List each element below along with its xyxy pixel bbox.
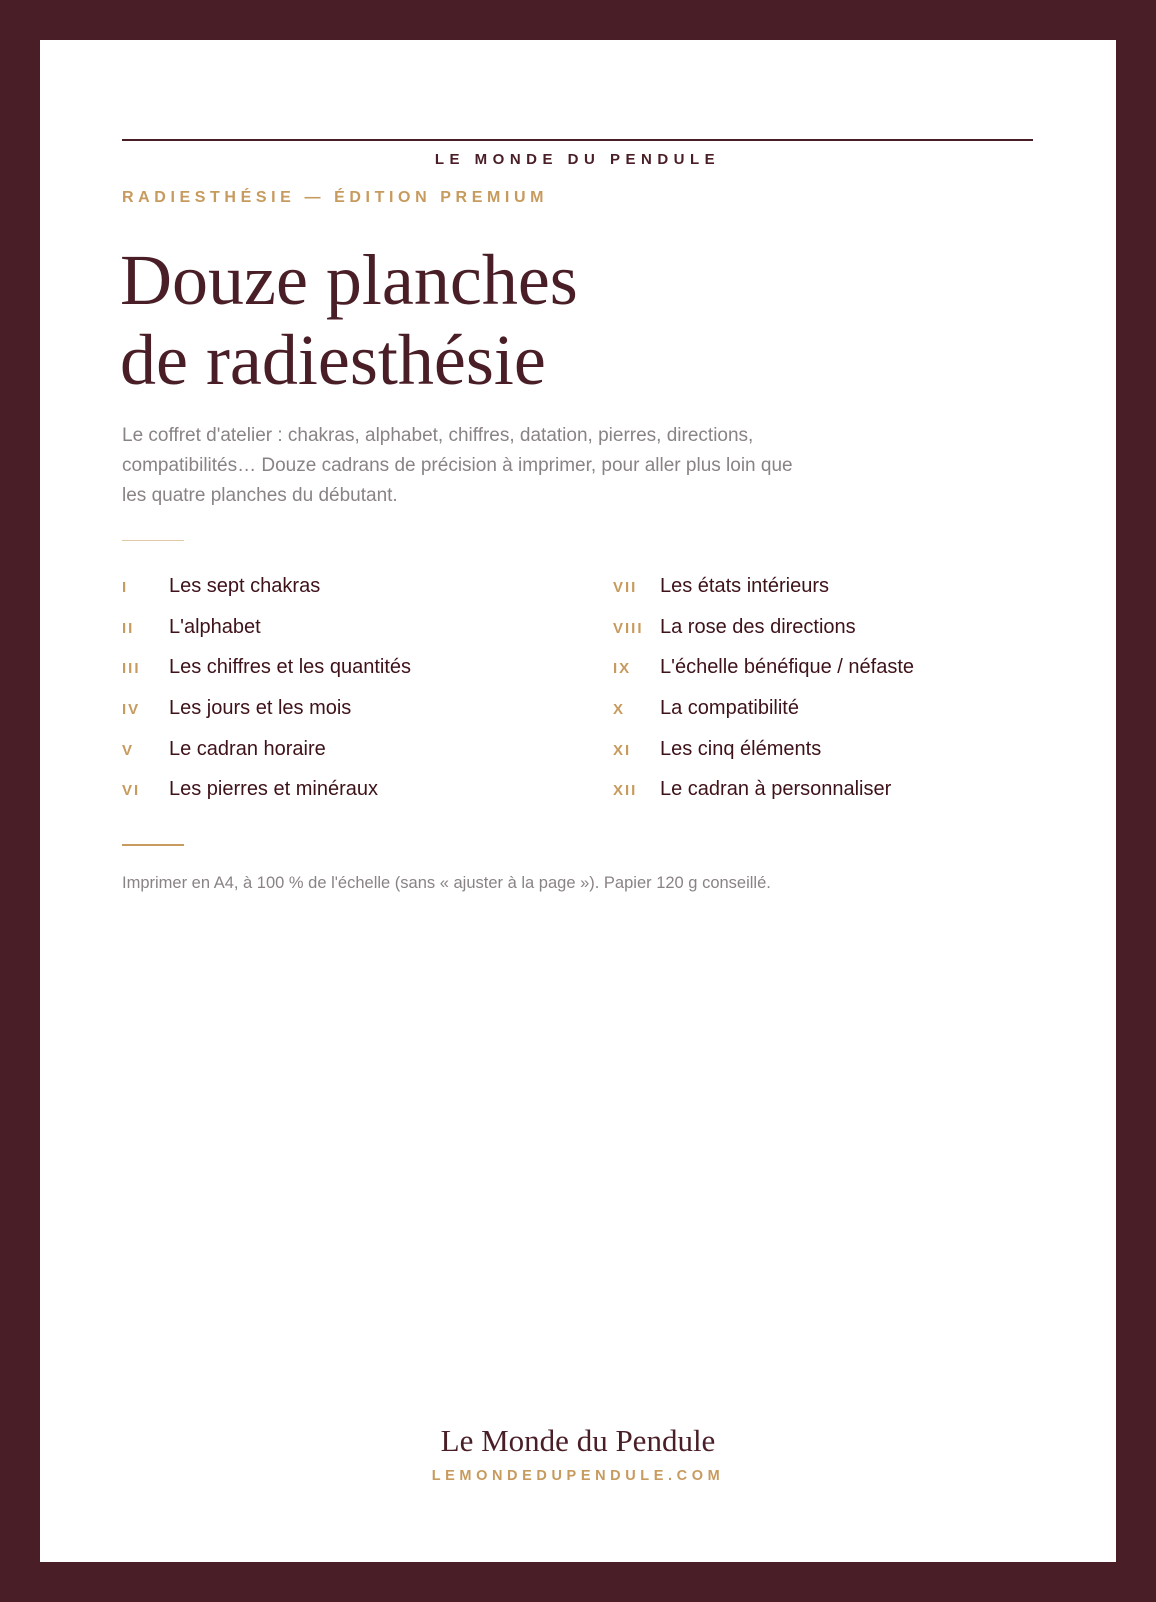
toc-column-left <box>122 575 542 819</box>
toc-item <box>613 616 1033 657</box>
toc-numeral: VII <box>613 579 638 596</box>
toc-column-right <box>613 575 1033 819</box>
toc-item <box>613 697 1033 738</box>
footer-website: LEMONDEDUPENDULE.COM <box>431 1468 725 1484</box>
toc-item <box>122 738 542 779</box>
toc-item <box>122 616 542 657</box>
toc-item <box>613 575 1033 616</box>
toc-label: La rose des directions <box>660 615 856 638</box>
page-title <box>120 240 578 400</box>
section-divider <box>122 844 184 846</box>
toc-label: L'échelle bénéfique / néfaste <box>660 656 915 679</box>
toc-label: Les états intérieurs <box>660 575 829 597</box>
eyebrow-label: RADIESTHÉSIE — ÉDITION PREMIUM <box>122 189 549 206</box>
toc-item <box>613 778 1033 819</box>
masthead: LE MONDE DU PENDULE <box>434 151 721 168</box>
toc-label: Les jours et les mois <box>169 697 352 720</box>
toc-numeral: XI <box>613 741 632 759</box>
toc-numeral: XII <box>613 782 638 800</box>
toc-numeral: IV <box>122 701 141 719</box>
print-note: Imprimer en A4, à 100 % de l'échelle (sans « ajuster à la page »). Papier 120 g conseillé. <box>122 874 771 892</box>
toc-numeral: VI <box>122 782 141 800</box>
toc-label: L'alphabet <box>169 615 261 638</box>
toc-numeral: IX <box>613 660 632 678</box>
toc-label: Les cinq éléments <box>660 737 822 760</box>
intro-paragraph: Le coffret d'atelier : chakras, alphabet, chiffres, datation, pierres, directions, compatibilités… Douze cadrans de précision à imprimer, pour aller plus loin que les quatre planches du débutant. <box>122 425 793 506</box>
toc-label: Le cadran horaire <box>169 737 326 760</box>
toc-item <box>122 778 542 819</box>
toc-numeral: III <box>122 660 141 678</box>
toc-label: Le cadran à personnaliser <box>660 778 892 801</box>
toc-numeral: I <box>122 579 129 596</box>
toc-label: Les pierres et minéraux <box>169 778 378 801</box>
toc-numeral: VIII <box>613 619 644 637</box>
toc-label: Les sept chakras <box>169 575 321 597</box>
toc-label: Les chiffres et les quantités <box>169 656 411 679</box>
title-line-2: de radiesthésie <box>120 320 546 400</box>
toc-numeral: X <box>613 701 626 719</box>
toc-item <box>122 697 542 738</box>
masthead-divider <box>122 139 1033 141</box>
toc-numeral: II <box>122 619 135 637</box>
section-divider <box>122 540 184 541</box>
toc-label: La compatibilité <box>660 697 799 720</box>
toc-item <box>122 575 542 616</box>
toc-item <box>122 656 542 697</box>
footer-brand: Le Monde du Pendule <box>440 1423 716 1458</box>
toc-item <box>613 738 1033 779</box>
toc-item <box>613 656 1033 697</box>
toc-numeral: V <box>122 741 135 759</box>
document-page <box>40 40 1116 1562</box>
title-line-1: Douze planches <box>120 240 578 320</box>
